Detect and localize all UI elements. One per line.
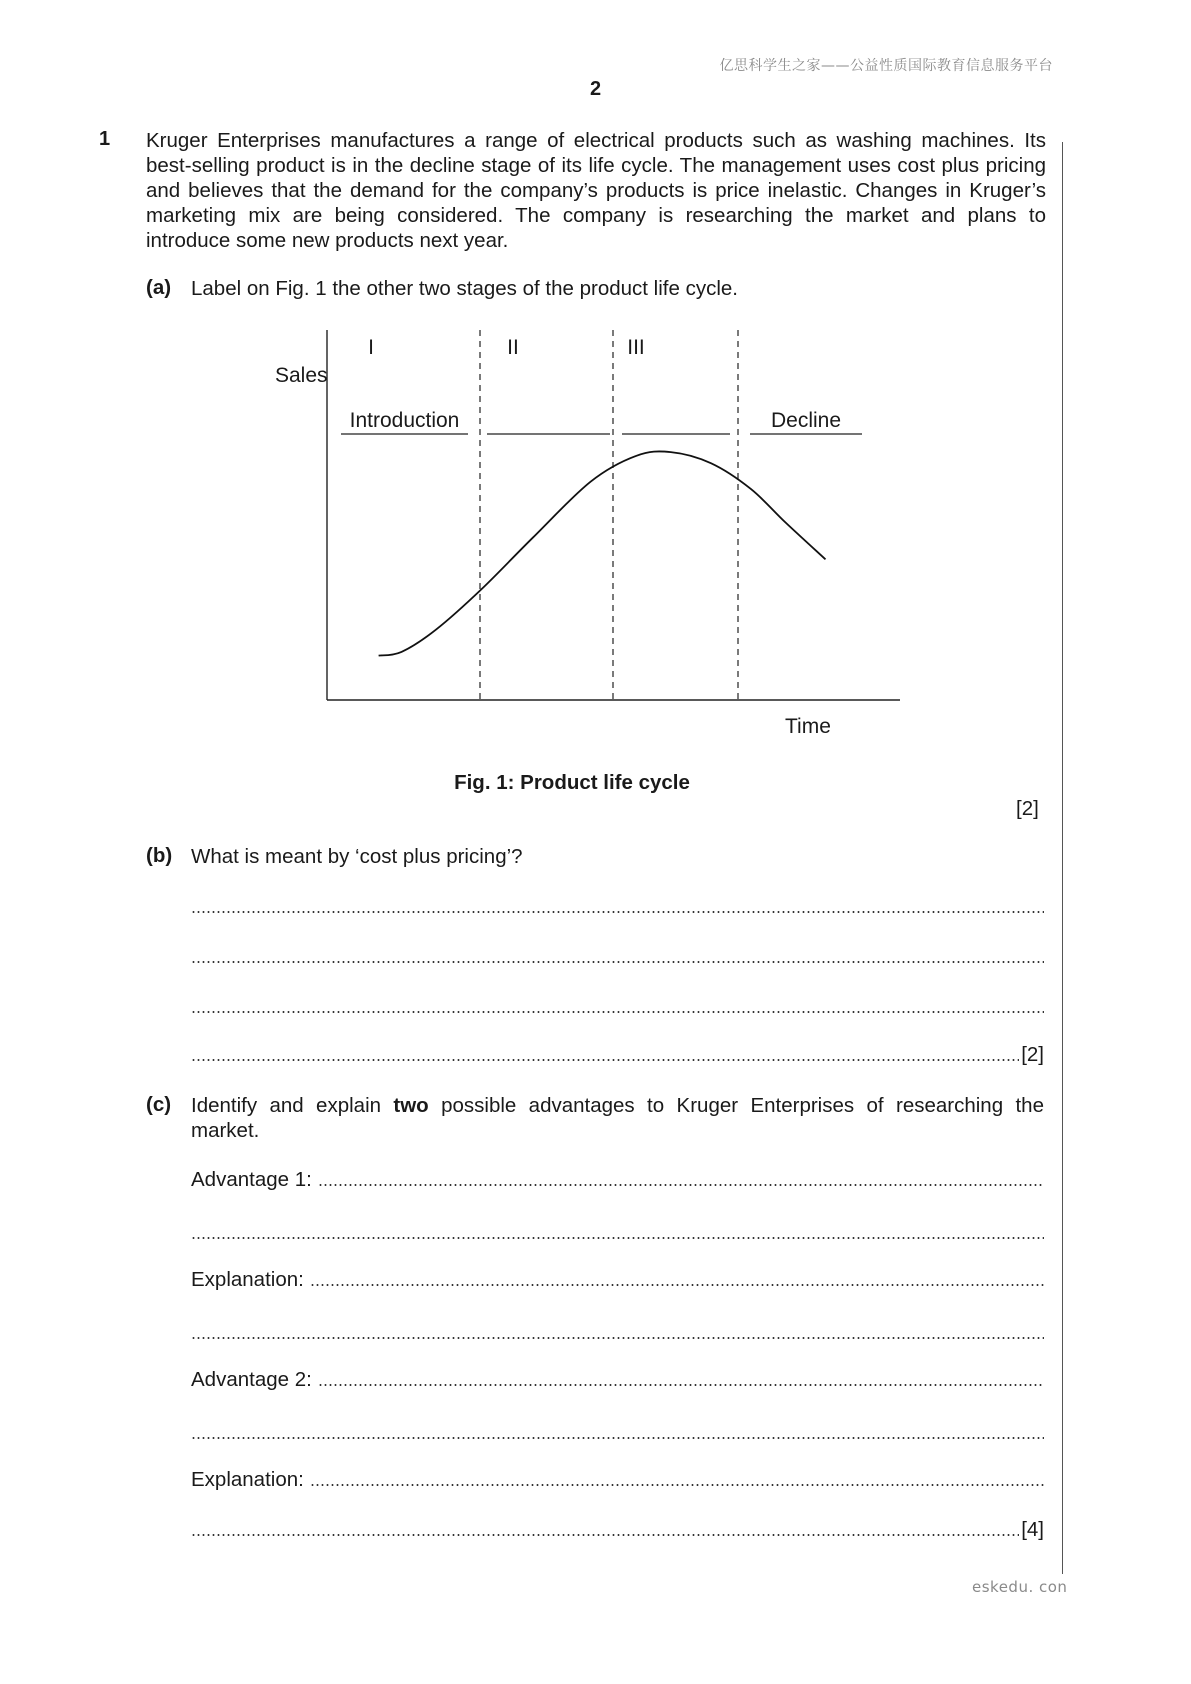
figure-caption: Fig. 1: Product life cycle [454,771,690,794]
part-c-label: (c) [146,1093,172,1116]
answer-line[interactable] [191,960,1044,964]
part-b-label: (b) [146,844,173,867]
part-c-marks: [4] [1021,1518,1044,1541]
advantage-1-label: Advantage 1: [191,1168,312,1191]
part-b-marks: [2] [1021,1043,1044,1066]
answer-line[interactable] [191,910,1044,914]
stage-numeral: II [507,336,519,359]
product-life-cycle-chart [230,320,930,750]
sales-curve [379,451,826,655]
margin-line [1062,142,1063,1574]
x-axis-label: Time [785,715,831,738]
answer-line-final[interactable] [191,1043,1044,1067]
stage-label: Introduction [349,409,460,432]
stage-label: Decline [770,409,842,432]
answer-line[interactable] [191,1436,1044,1440]
stage-numeral: I [368,336,374,359]
answer-line-final[interactable] [191,1518,1044,1542]
header-watermark: 亿思科学生之家——公益性质国际教育信息服务平台 [719,58,1053,74]
footer-watermark: eskedu. con [972,1578,1068,1596]
answer-line[interactable] [191,1236,1044,1240]
y-axis-label: Sales [275,364,328,387]
stage-numeral: III [627,336,645,359]
answer-line[interactable] [191,1010,1044,1014]
page-number: 2 [589,78,602,100]
part-b-text: What is meant by ‘cost plus pricing’? [191,845,523,868]
answer-line[interactable] [191,1336,1044,1340]
question-intro: Kruger Enterprises manufactures a range of electrical products such as washing machines. Its best-selling product is in the decline stage of its life cycle. The management uses cost plus pricing and believes that the demand for the company’s products is price inelastic. Changes in Kruger’s marketing mix are being considered. The company is researching the market and plans to introduce some new products next year. [146,129,1046,252]
advantage-2-label: Advantage 2: [191,1368,312,1391]
part-a-marks: [2] [1016,797,1039,820]
explanation-1-label: Explanation: [191,1268,304,1291]
advantage-2-row[interactable] [191,1368,1044,1392]
explanation-2-label: Explanation: [191,1468,304,1491]
part-a-text: Label on Fig. 1 the other two stages of the product life cycle. [191,277,738,300]
advantage-1-row[interactable] [191,1168,1044,1192]
question-number: 1 [99,128,111,150]
part-a-label: (a) [146,276,172,299]
explanation-2-row[interactable] [191,1468,1044,1492]
part-c-text: Identify and explain two possible advantages to Kruger Enterprises of researching the market. [191,1094,1044,1142]
explanation-1-row[interactable] [191,1268,1044,1292]
